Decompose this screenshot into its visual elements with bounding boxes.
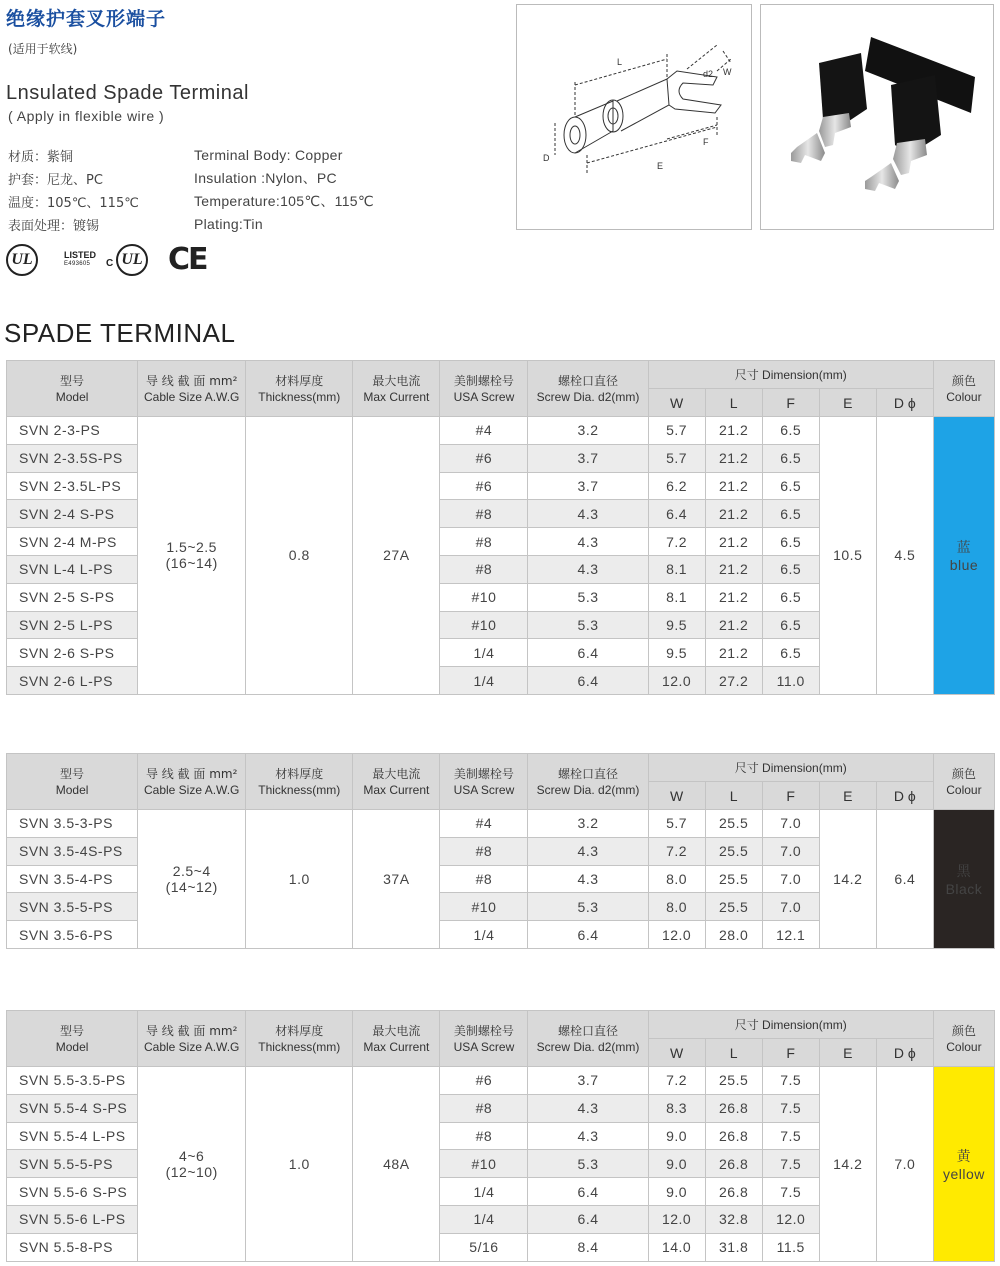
header-cable-size-cn: 导 线 截 面 mm² xyxy=(145,766,238,781)
header-max-current xyxy=(353,361,440,417)
cell-max-current: 27A xyxy=(353,417,440,695)
cell-usa-screw: #4 xyxy=(440,417,528,445)
cell-dim-w: 8.3 xyxy=(648,1094,705,1122)
cell-usa-screw: #10 xyxy=(440,583,528,611)
cell-screw-dia: 3.2 xyxy=(528,417,648,445)
header-model-en: Model xyxy=(55,782,89,797)
cable-awg: (16~14) xyxy=(165,555,218,572)
header-dimension: 尺寸 Dimension(mm) xyxy=(648,754,933,782)
cell-dim-f: 6.5 xyxy=(762,555,819,583)
technical-drawing xyxy=(516,4,752,230)
cell-dim-l: 21.2 xyxy=(705,639,762,667)
header-dim-f: F xyxy=(762,782,819,810)
cell-dim-l: 25.5 xyxy=(705,893,762,921)
cell-dim-w: 9.5 xyxy=(648,639,705,667)
cell-dim-l: 21.2 xyxy=(705,555,762,583)
header-model xyxy=(7,1011,138,1067)
cell-dim-l: 26.8 xyxy=(705,1122,762,1150)
cell-model: SVN 3.5-4S-PS xyxy=(7,837,138,865)
header-screw-dia-cn: 螺栓口直径 xyxy=(558,373,619,388)
page-title-en: Lnsulated Spade Terminal xyxy=(6,82,249,104)
spec-en-material: Terminal Body: Copper xyxy=(194,147,343,163)
table-row xyxy=(7,810,995,838)
header-screw-dia xyxy=(528,754,648,810)
section-title: SPADE TERMINAL xyxy=(4,318,236,348)
cell-usa-screw: #10 xyxy=(440,893,528,921)
header-cable-size xyxy=(138,361,246,417)
cell-dim-d: 6.4 xyxy=(876,810,933,949)
header-colour-cn: 颜色 xyxy=(951,373,976,388)
cell-dim-w: 12.0 xyxy=(648,667,705,695)
cell-screw-dia: 4.3 xyxy=(528,500,648,528)
cell-dim-f: 6.5 xyxy=(762,528,819,556)
cell-screw-dia: 6.4 xyxy=(528,667,648,695)
header-dim-e: E xyxy=(819,389,876,417)
product-photo xyxy=(760,4,994,230)
header-dim-w: W xyxy=(648,389,705,417)
header-max-current xyxy=(353,1011,440,1067)
cell-dim-l: 25.5 xyxy=(705,1067,762,1095)
dim-label-e: E xyxy=(657,161,664,171)
cell-screw-dia: 5.3 xyxy=(528,1150,648,1178)
cell-dim-f: 12.1 xyxy=(762,921,819,949)
cell-dim-f: 6.5 xyxy=(762,444,819,472)
header-model xyxy=(7,361,138,417)
cell-dim-f: 6.5 xyxy=(762,417,819,445)
header-thickness-en: Thickness(mm) xyxy=(258,389,341,404)
cell-dim-l: 25.5 xyxy=(705,810,762,838)
cell-dim-e: 10.5 xyxy=(819,417,876,695)
colour-name-en: Black xyxy=(945,880,983,897)
cell-dim-l: 21.2 xyxy=(705,472,762,500)
header-dim-l: L xyxy=(705,389,762,417)
dim-label-d2: d2 xyxy=(703,69,714,79)
cell-screw-dia: 4.3 xyxy=(528,1122,648,1150)
cell-dim-w: 9.0 xyxy=(648,1150,705,1178)
cell-dim-f: 7.0 xyxy=(762,837,819,865)
header-dim-e: E xyxy=(819,782,876,810)
cell-dim-l: 32.8 xyxy=(705,1205,762,1233)
spade-terminal-photo xyxy=(761,5,994,230)
spec-cn-temperature: 温度：105℃、115℃ xyxy=(8,196,139,211)
header-usa-screw-en: USA Screw xyxy=(453,1039,515,1054)
header-thickness xyxy=(246,1011,353,1067)
cell-usa-screw: 1/4 xyxy=(440,921,528,949)
header-model-en: Model xyxy=(55,389,89,404)
header-model-en: Model xyxy=(55,1039,89,1054)
header-colour-en: Colour xyxy=(946,1039,982,1054)
cell-screw-dia: 6.4 xyxy=(528,1205,648,1233)
cell-dim-l: 26.8 xyxy=(705,1094,762,1122)
cell-colour-swatch xyxy=(933,810,994,949)
cable-mm2: 4~6 xyxy=(179,1147,205,1164)
cell-screw-dia: 8.4 xyxy=(528,1233,648,1261)
cell-dim-l: 27.2 xyxy=(705,667,762,695)
spec-list-cn xyxy=(8,146,139,238)
spec-en-insulation: Insulation :Nylon、PC xyxy=(194,170,337,186)
cell-dim-f: 11.0 xyxy=(762,667,819,695)
header-dim-f: F xyxy=(762,389,819,417)
cell-model: SVN 2-5 S-PS xyxy=(7,583,138,611)
header-colour xyxy=(933,1011,994,1067)
header-max-current-cn: 最大电流 xyxy=(372,1023,421,1038)
cell-usa-screw: #8 xyxy=(440,837,528,865)
cell-model: SVN 2-6 S-PS xyxy=(7,639,138,667)
cell-model: SVN 3.5-4-PS xyxy=(7,865,138,893)
cell-screw-dia: 4.3 xyxy=(528,555,648,583)
header-usa-screw-en: USA Screw xyxy=(453,782,515,797)
header-usa-screw xyxy=(440,361,528,417)
cell-dim-w: 12.0 xyxy=(648,921,705,949)
cell-model: SVN 5.5-6 L-PS xyxy=(7,1205,138,1233)
header-dim-d: D ϕ xyxy=(876,389,933,417)
header-max-current-en: Max Current xyxy=(363,1039,430,1054)
cell-usa-screw: 5/16 xyxy=(440,1233,528,1261)
header-usa-screw-cn: 美制螺栓号 xyxy=(453,766,514,781)
cell-dim-l: 21.2 xyxy=(705,444,762,472)
cell-thickness: 1.0 xyxy=(246,810,353,949)
cell-usa-screw: #10 xyxy=(440,611,528,639)
cell-dim-w: 9.5 xyxy=(648,611,705,639)
cell-max-current: 37A xyxy=(353,810,440,949)
spec-table-blue xyxy=(6,360,995,695)
cell-screw-dia: 5.3 xyxy=(528,893,648,921)
header-colour-cn: 颜色 xyxy=(951,766,976,781)
cell-dim-w: 5.7 xyxy=(648,444,705,472)
cell-screw-dia: 4.3 xyxy=(528,1094,648,1122)
cell-model: SVN 3.5-5-PS xyxy=(7,893,138,921)
cable-awg: (14~12) xyxy=(165,878,218,895)
header-screw-dia xyxy=(528,1011,648,1067)
cell-dim-l: 28.0 xyxy=(705,921,762,949)
cell-thickness: 1.0 xyxy=(246,1067,353,1262)
cell-screw-dia: 5.3 xyxy=(528,611,648,639)
header-max-current-en: Max Current xyxy=(363,782,430,797)
cell-usa-screw: #6 xyxy=(440,1067,528,1095)
cell-model: SVN 5.5-3.5-PS xyxy=(7,1067,138,1095)
header-screw-dia-cn: 螺栓口直径 xyxy=(558,1023,619,1038)
cell-dim-f: 6.5 xyxy=(762,500,819,528)
cell-screw-dia: 4.3 xyxy=(528,837,648,865)
cell-model: SVN 2-3.5S-PS xyxy=(7,444,138,472)
colour-name-cn: 黑 xyxy=(956,863,972,880)
header-model xyxy=(7,754,138,810)
cell-dim-w: 6.2 xyxy=(648,472,705,500)
header-max-current xyxy=(353,754,440,810)
header-colour-cn: 颜色 xyxy=(951,1023,976,1038)
cell-model: SVN 2-3-PS xyxy=(7,417,138,445)
colour-name-en: yellow xyxy=(942,1165,985,1182)
cable-mm2: 2.5~4 xyxy=(172,862,211,879)
cell-screw-dia: 4.3 xyxy=(528,528,648,556)
cell-colour-swatch xyxy=(933,1067,994,1262)
header-dimension: 尺寸 Dimension(mm) xyxy=(648,1011,933,1039)
header-usa-screw xyxy=(440,1011,528,1067)
cell-dim-f: 7.0 xyxy=(762,865,819,893)
cell-dim-l: 21.2 xyxy=(705,417,762,445)
header-thickness xyxy=(246,361,353,417)
header-thickness-cn: 材料厚度 xyxy=(275,1023,324,1038)
cell-cable-size xyxy=(138,1067,246,1262)
cell-dim-d: 7.0 xyxy=(876,1067,933,1262)
cell-dim-w: 8.0 xyxy=(648,893,705,921)
spec-cn-insulation: 护套：尼龙、PC xyxy=(8,173,103,188)
cell-dim-l: 21.2 xyxy=(705,583,762,611)
cell-dim-w: 8.1 xyxy=(648,555,705,583)
page-title-cn: 绝缘护套叉形端子 xyxy=(6,8,167,30)
cell-screw-dia: 3.7 xyxy=(528,444,648,472)
cell-model: SVN 5.5-5-PS xyxy=(7,1150,138,1178)
cell-dim-f: 11.5 xyxy=(762,1233,819,1261)
header-usa-screw-cn: 美制螺栓号 xyxy=(453,373,514,388)
header-model-cn: 型号 xyxy=(60,766,85,781)
header-thickness xyxy=(246,754,353,810)
header-cable-size-cn: 导 线 截 面 mm² xyxy=(145,373,238,388)
cell-dim-f: 6.5 xyxy=(762,639,819,667)
ce-logo: CE xyxy=(168,242,207,277)
cell-screw-dia: 6.4 xyxy=(528,1178,648,1206)
cell-dim-e: 14.2 xyxy=(819,810,876,949)
cell-max-current: 48A xyxy=(353,1067,440,1262)
cell-model: SVN 2-4 M-PS xyxy=(7,528,138,556)
cell-usa-screw: #10 xyxy=(440,1150,528,1178)
cell-cable-size xyxy=(138,810,246,949)
cell-dim-w: 7.2 xyxy=(648,1067,705,1095)
cell-dim-f: 12.0 xyxy=(762,1205,819,1233)
cell-model: SVN L-4 L-PS xyxy=(7,555,138,583)
header-screw-dia-cn: 螺栓口直径 xyxy=(558,766,619,781)
cell-dim-l: 31.8 xyxy=(705,1233,762,1261)
header-cable-size-en: Cable Size A.W.G xyxy=(143,389,240,404)
header-max-current-cn: 最大电流 xyxy=(372,766,421,781)
cell-usa-screw: 1/4 xyxy=(440,1205,528,1233)
cell-dim-l: 21.2 xyxy=(705,611,762,639)
cell-screw-dia: 3.7 xyxy=(528,472,648,500)
header-colour xyxy=(933,361,994,417)
cell-model: SVN 2-5 L-PS xyxy=(7,611,138,639)
cell-dim-l: 21.2 xyxy=(705,500,762,528)
header-dim-f: F xyxy=(762,1039,819,1067)
header-dim-w: W xyxy=(648,782,705,810)
cell-usa-screw: #6 xyxy=(440,444,528,472)
header-screw-dia-en: Screw Dia. d2(mm) xyxy=(536,389,640,404)
cell-dim-f: 7.5 xyxy=(762,1067,819,1095)
cell-usa-screw: #8 xyxy=(440,1122,528,1150)
cell-usa-screw: 1/4 xyxy=(440,667,528,695)
header-dim-e: E xyxy=(819,1039,876,1067)
cell-dim-l: 25.5 xyxy=(705,837,762,865)
cell-usa-screw: #8 xyxy=(440,500,528,528)
header-cable-size xyxy=(138,754,246,810)
header-dim-d: D ϕ xyxy=(876,782,933,810)
cell-dim-l: 26.8 xyxy=(705,1150,762,1178)
header-colour-en: Colour xyxy=(946,389,982,404)
header-colour-en: Colour xyxy=(946,782,982,797)
header-dim-w: W xyxy=(648,1039,705,1067)
spec-cn-plating: 表面处理：镀锡 xyxy=(8,219,100,234)
cell-dim-w: 9.0 xyxy=(648,1178,705,1206)
listed-label: LISTED xyxy=(64,250,97,260)
cell-dim-l: 21.2 xyxy=(705,528,762,556)
cell-dim-l: 26.8 xyxy=(705,1178,762,1206)
cell-screw-dia: 3.2 xyxy=(528,810,648,838)
cell-model: SVN 2-4 S-PS xyxy=(7,500,138,528)
header-dim-l: L xyxy=(705,1039,762,1067)
cell-dim-f: 6.5 xyxy=(762,583,819,611)
header-cable-size xyxy=(138,1011,246,1067)
colour-name-cn: 黄 xyxy=(956,1148,972,1165)
cell-model: SVN 5.5-4 L-PS xyxy=(7,1122,138,1150)
header-model-cn: 型号 xyxy=(60,1023,85,1038)
spec-en-plating: Plating:Tin xyxy=(194,216,263,232)
cul-logo: UL xyxy=(116,244,148,276)
listed-number: E493605 xyxy=(64,261,91,267)
table-row xyxy=(7,417,995,445)
colour-name-en: blue xyxy=(949,557,979,574)
cell-dim-w: 5.7 xyxy=(648,810,705,838)
cable-awg: (12~10) xyxy=(165,1163,218,1180)
cell-screw-dia: 6.4 xyxy=(528,921,648,949)
cell-model: SVN 5.5-4 S-PS xyxy=(7,1094,138,1122)
cell-screw-dia: 6.4 xyxy=(528,639,648,667)
cell-screw-dia: 5.3 xyxy=(528,583,648,611)
cell-dim-w: 5.7 xyxy=(648,417,705,445)
cell-usa-screw: #8 xyxy=(440,1094,528,1122)
header-usa-screw xyxy=(440,754,528,810)
dim-label-w: W xyxy=(723,67,732,77)
header-thickness-en: Thickness(mm) xyxy=(258,782,341,797)
header-model-cn: 型号 xyxy=(60,373,85,388)
cell-cable-size xyxy=(138,417,246,695)
cell-model: SVN 3.5-3-PS xyxy=(7,810,138,838)
cell-model: SVN 5.5-8-PS xyxy=(7,1233,138,1261)
header-max-current-cn: 最大电流 xyxy=(372,373,421,388)
cul-c-mark: C xyxy=(106,258,114,269)
cell-model: SVN 2-6 L-PS xyxy=(7,667,138,695)
header-cable-size-cn: 导 线 截 面 mm² xyxy=(145,1023,238,1038)
certification-logos xyxy=(6,240,206,280)
spec-cn-material: 材质：紫铜 xyxy=(8,150,74,165)
cell-model: SVN 5.5-6 S-PS xyxy=(7,1178,138,1206)
cell-dim-w: 7.2 xyxy=(648,528,705,556)
header-max-current-en: Max Current xyxy=(363,389,430,404)
cell-dim-f: 7.5 xyxy=(762,1178,819,1206)
table-row xyxy=(7,1067,995,1095)
cell-usa-screw: #6 xyxy=(440,472,528,500)
cell-usa-screw: #8 xyxy=(440,555,528,583)
subtitle-cn: (适用于软线) xyxy=(8,42,78,56)
header-dim-l: L xyxy=(705,782,762,810)
ul-listed-mark xyxy=(64,251,96,269)
ul-logo: UL xyxy=(6,244,38,276)
header-colour xyxy=(933,754,994,810)
header-usa-screw-en: USA Screw xyxy=(453,389,515,404)
header-thickness-cn: 材料厚度 xyxy=(275,373,324,388)
spade-terminal-diagram xyxy=(517,5,752,230)
cell-dim-w: 12.0 xyxy=(648,1205,705,1233)
cell-model: SVN 2-3.5L-PS xyxy=(7,472,138,500)
cell-dim-l: 25.5 xyxy=(705,865,762,893)
cell-usa-screw: #8 xyxy=(440,528,528,556)
header-thickness-cn: 材料厚度 xyxy=(275,766,324,781)
spec-list-en xyxy=(194,144,374,236)
cell-dim-f: 7.5 xyxy=(762,1150,819,1178)
header-cable-size-en: Cable Size A.W.G xyxy=(143,782,240,797)
cell-dim-w: 9.0 xyxy=(648,1122,705,1150)
cell-dim-w: 7.2 xyxy=(648,837,705,865)
cell-dim-f: 7.5 xyxy=(762,1122,819,1150)
dim-label-d: D xyxy=(543,153,550,163)
dim-label-f: F xyxy=(703,137,709,147)
cell-dim-w: 6.4 xyxy=(648,500,705,528)
colour-name-cn: 蓝 xyxy=(956,540,972,557)
cell-dim-f: 6.5 xyxy=(762,472,819,500)
cell-dim-w: 8.0 xyxy=(648,865,705,893)
cell-usa-screw: #8 xyxy=(440,865,528,893)
cell-dim-f: 7.0 xyxy=(762,893,819,921)
cell-dim-f: 6.5 xyxy=(762,611,819,639)
cell-dim-w: 14.0 xyxy=(648,1233,705,1261)
spec-en-temperature: Temperature:105℃、115℃ xyxy=(194,193,374,209)
cell-dim-e: 14.2 xyxy=(819,1067,876,1262)
header-screw-dia-en: Screw Dia. d2(mm) xyxy=(536,782,640,797)
cell-dim-w: 8.1 xyxy=(648,583,705,611)
header-screw-dia-en: Screw Dia. d2(mm) xyxy=(536,1039,640,1054)
dim-label-l: L xyxy=(617,57,623,67)
cell-usa-screw: 1/4 xyxy=(440,639,528,667)
header-usa-screw-cn: 美制螺栓号 xyxy=(453,1023,514,1038)
cell-screw-dia: 3.7 xyxy=(528,1067,648,1095)
cell-thickness: 0.8 xyxy=(246,417,353,695)
cell-dim-d: 4.5 xyxy=(876,417,933,695)
cell-dim-f: 7.5 xyxy=(762,1094,819,1122)
header-thickness-en: Thickness(mm) xyxy=(258,1039,341,1054)
cell-usa-screw: #4 xyxy=(440,810,528,838)
header-dim-d: D ϕ xyxy=(876,1039,933,1067)
spec-table-yellow xyxy=(6,1010,995,1262)
cell-colour-swatch xyxy=(933,417,994,695)
cell-dim-f: 7.0 xyxy=(762,810,819,838)
cell-screw-dia: 4.3 xyxy=(528,865,648,893)
spec-table-black xyxy=(6,753,995,949)
header-dimension: 尺寸 Dimension(mm) xyxy=(648,361,933,389)
header-screw-dia xyxy=(528,361,648,417)
subtitle-en: ( Apply in flexible wire ) xyxy=(8,108,165,124)
header-cable-size-en: Cable Size A.W.G xyxy=(143,1039,240,1054)
cell-model: SVN 3.5-6-PS xyxy=(7,921,138,949)
cable-mm2: 1.5~2.5 xyxy=(166,539,217,556)
cell-usa-screw: 1/4 xyxy=(440,1178,528,1206)
